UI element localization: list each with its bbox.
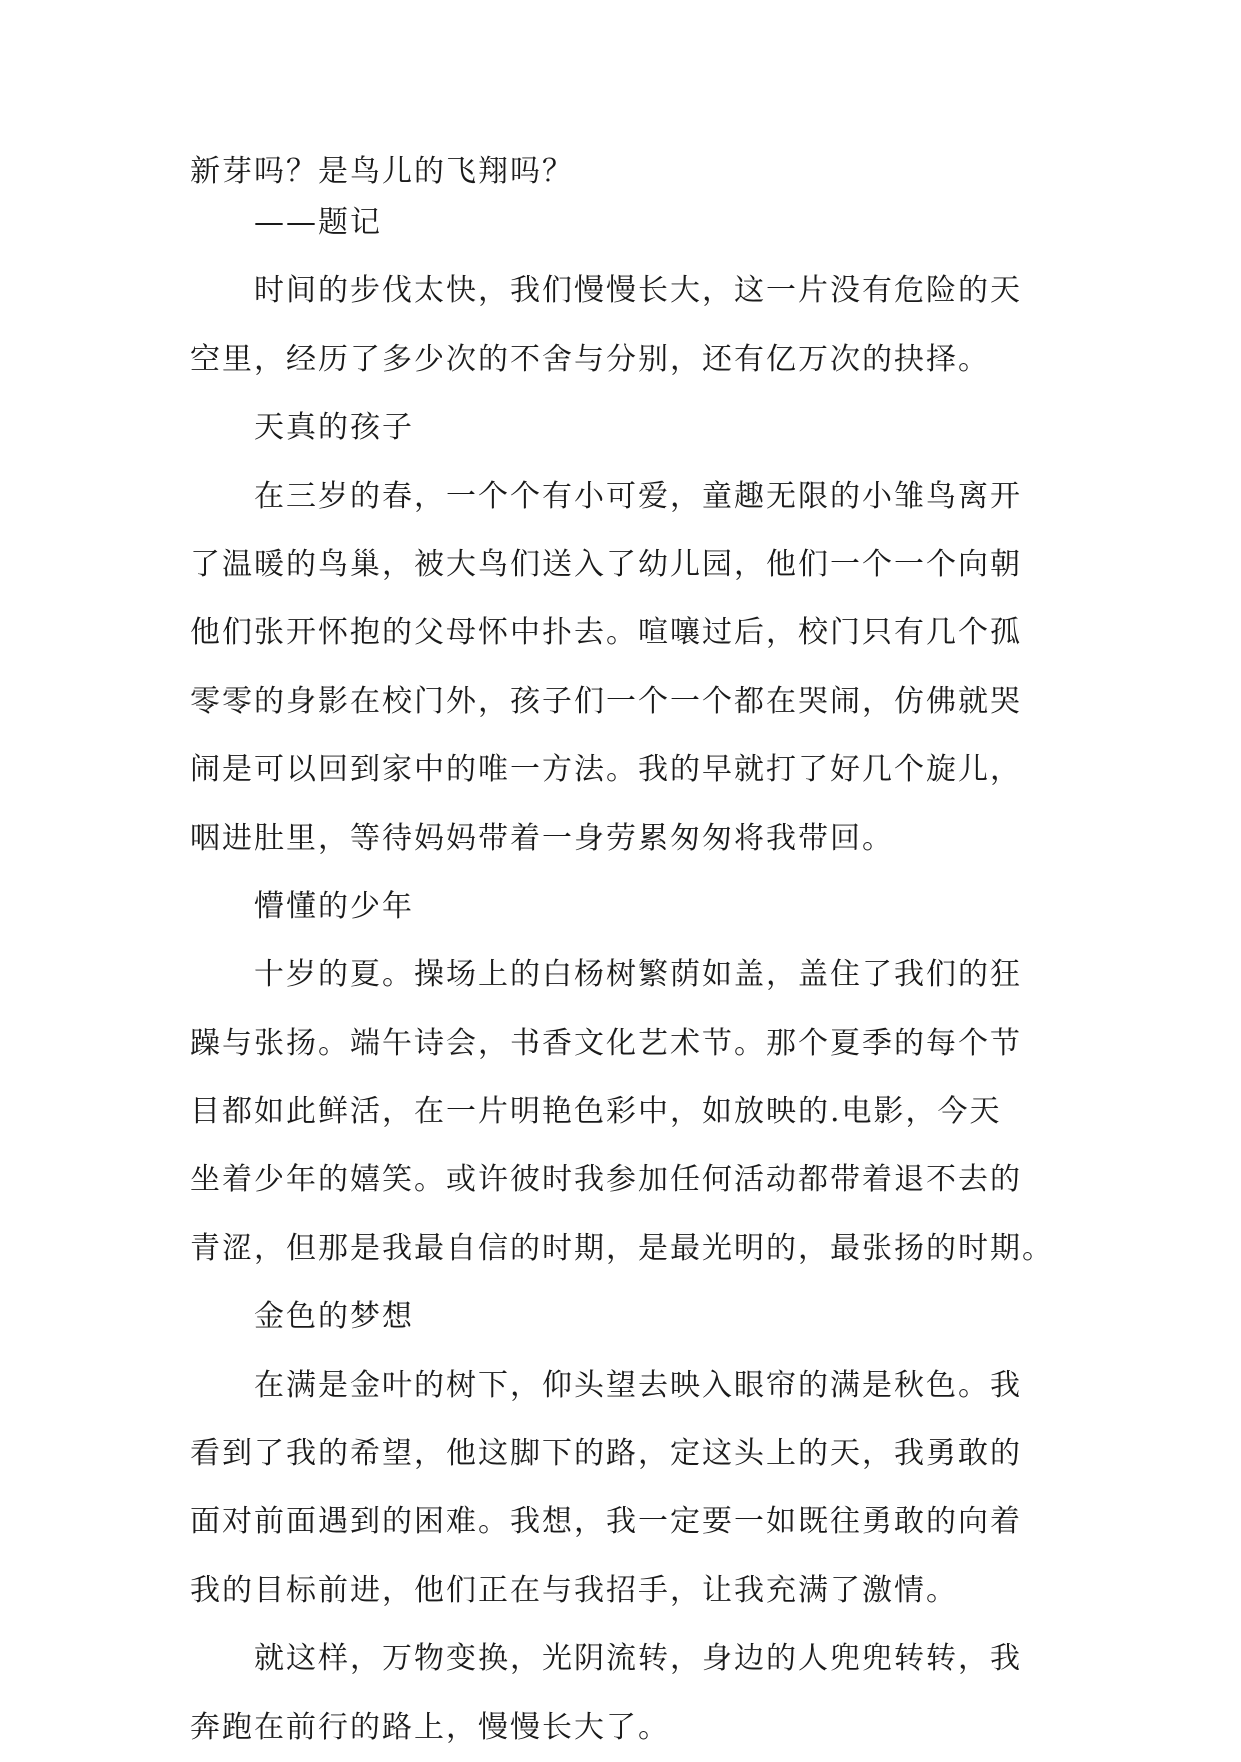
text-line: 面对前面遇到的困难。我想，我一定要一如既往勇敢的向着 bbox=[190, 1504, 1022, 1540]
section-heading: 金色的梦想 bbox=[190, 1299, 414, 1335]
text-line: 他们张开怀抱的父母怀中扑去。喧嚷过后，校门只有几个孤 bbox=[190, 615, 1022, 651]
text-line: 在三岁的春，一个个有小可爱，童趣无限的小雏鸟离开 bbox=[190, 478, 1022, 514]
text-line: 空里，经历了多少次的不舍与分别，还有亿万次的抉择。 bbox=[190, 341, 990, 377]
section-heading: 天真的孩子 bbox=[190, 410, 414, 446]
text-line: 看到了我的希望，他这脚下的路，定这头上的天，我勇敢的 bbox=[190, 1436, 1022, 1472]
text-line: 躁与张扬。端午诗会，书香文化艺术节。那个夏季的每个节 bbox=[190, 1025, 1022, 1061]
text-line: 了温暖的鸟巢，被大鸟们送入了幼儿园，他们一个一个向朝 bbox=[190, 546, 1022, 582]
text-line: 时间的步伐太快，我们慢慢长大，这一片没有危险的天 bbox=[190, 273, 1022, 309]
text-line: 坐着少年的嬉笑。或许彼时我参加任何活动都带着退不去的 bbox=[190, 1162, 1022, 1198]
document-page bbox=[190, 155, 1060, 1762]
text-line: 咽进肚里，等待妈妈带着一身劳累匆匆将我带回。 bbox=[190, 820, 894, 856]
text-line: 我的目标前进，他们正在与我招手，让我充满了激情。 bbox=[190, 1572, 958, 1608]
text-line: 十岁的夏。操场上的白杨树繁荫如盖，盖住了我们的狂 bbox=[190, 957, 1022, 993]
text-line: 就这样，万物变换，光阴流转，身边的人兜兜转转，我 bbox=[190, 1641, 1022, 1677]
text-line: 闹是可以回到家中的唯一方法。我的早就打了好几个旋儿， bbox=[190, 752, 1022, 788]
section-heading: 懵懂的少年 bbox=[190, 888, 414, 924]
text-line: 零零的身影在校门外，孩子们一个一个都在哭闹，仿佛就哭 bbox=[190, 683, 1022, 719]
text-line: 奔跑在前行的路上，慢慢长大了。 bbox=[190, 1709, 670, 1745]
text-line: 在满是金叶的树下，仰头望去映入眼帘的满是秋色。我 bbox=[190, 1367, 1022, 1403]
text-line: 青涩，但那是我最自信的时期，是最光明的，最张扬的时期。 bbox=[190, 1230, 1054, 1266]
text-line: ——题记 bbox=[190, 205, 382, 240]
text-line: 新芽吗？是鸟儿的飞翔吗？ bbox=[190, 154, 574, 189]
text-line: 目都如此鲜活，在一片明艳色彩中，如放映的.电影，今天 bbox=[190, 1094, 1002, 1130]
